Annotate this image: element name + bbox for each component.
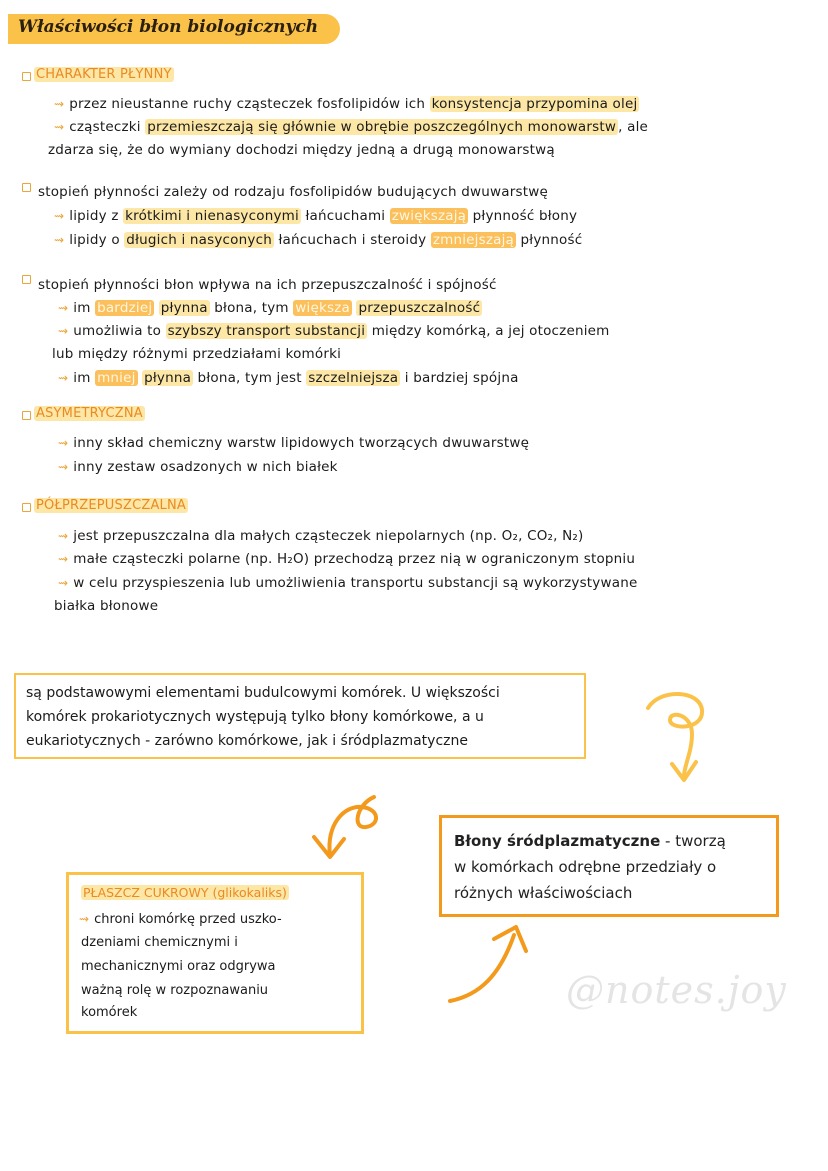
arrow-icon: ⇝: [54, 120, 65, 134]
arrow-icon: ⇝: [54, 209, 65, 223]
box2-line-1: Błony śródplazmatyczne - tworzą: [454, 832, 726, 850]
box3-line-2: dzeniami chemicznymi i: [81, 935, 238, 950]
arrow-icon: ⇝: [58, 576, 69, 590]
box3-line-4: ważną rolę w rozpoznawaniu: [81, 983, 269, 998]
arrow-icon: ⇝: [58, 529, 69, 543]
stopien1-line-2: ⇝ lipidy o długich i nasyconych łańcuchach i steroidy zmniejszają płynność: [54, 232, 583, 248]
arrow-icon: ⇝: [58, 460, 69, 474]
asym-line-1: ⇝ inny skład chemiczny warstw lipidowych tworzących dwuwarstwę: [58, 435, 530, 451]
polprz-line-4: białka błonowe: [54, 598, 159, 614]
box3-line-1: ⇝ chroni komórkę przed uszko-: [79, 912, 282, 927]
box3-heading: PŁASZCZ CUKROWY (glikokaliks): [83, 885, 287, 900]
box1-line-1: są podstawowymi elementami budulcowymi komórek. U większości: [26, 685, 500, 701]
loop-arrow-icon: [300, 785, 400, 865]
stopien2-line-1: ⇝ im bardziej płynna błona, tym większa przepuszczalność: [58, 300, 481, 316]
plynny-line-3: zdarza się, że do wymiany dochodzi między jedną a drugą monowarstwą: [48, 142, 555, 158]
arrow-icon: ⇝: [54, 233, 65, 247]
stopien2-line-4: ⇝ im mniej płynna błona, tym jest szczelniejsza i bardziej spójna: [58, 370, 519, 386]
bullet-icon: [22, 503, 31, 512]
info-box-glycocalyx: [66, 872, 364, 1034]
box1-line-2: komórek prokariotycznych występują tylko błony komórkowe, a u: [26, 709, 484, 725]
section-heading-plynny: CHARAKTER PŁYNNY: [36, 67, 172, 82]
stopien1-heading: stopień płynności zależy od rodzaju fosfolipidów budujących dwuwarstwę: [38, 184, 548, 200]
polprz-line-1: ⇝ jest przepuszczalna dla małych cząsteczek niepolarnych (np. O₂, CO₂, N₂): [58, 528, 584, 544]
bullet-icon: [22, 183, 31, 192]
bullet-icon: [22, 72, 31, 81]
stopien1-line-1: ⇝ lipidy z krótkimi i nienasyconymi łańcuchami zwiększają płynność błony: [54, 208, 578, 224]
stopien2-heading: stopień płynności błon wpływa na ich przepuszczalność i spójność: [38, 277, 497, 293]
curved-arrow-icon: [440, 915, 540, 1015]
box3-line-3: mechanicznymi oraz odgrywa: [81, 959, 276, 974]
polprz-line-3: ⇝ w celu przyspieszenia lub umożliwienia transportu substancji są wykorzystywane: [58, 575, 638, 591]
asym-line-2: ⇝ inny zestaw osadzonych w nich białek: [58, 459, 338, 475]
bullet-icon: [22, 275, 31, 284]
section-heading-asym: ASYMETRYCZNA: [36, 406, 143, 421]
plynny-line-2: ⇝ cząsteczki przemieszczają się głównie w obrębie poszczególnych monowarstw , ale: [54, 119, 649, 135]
arrow-icon: ⇝: [54, 97, 65, 111]
box1-line-3: eukariotycznych - zarówno komórkowe, jak i śródplazmatyczne: [26, 733, 468, 749]
polprz-line-2: ⇝ małe cząsteczki polarne (np. H₂O) przechodzą przez nią w ograniczonym stopniu: [58, 551, 636, 567]
info-box-endomembranes: [439, 815, 779, 917]
plynny-line-1: ⇝ przez nieustanne ruchy cząsteczek fosfolipidów ich konsystencja przypomina olej: [54, 96, 638, 112]
box2-line-3: różnych właściwościach: [454, 884, 633, 902]
watermark: @notes.joy: [566, 968, 787, 1012]
page-title: Właściwości błon biologicznych: [18, 17, 319, 37]
box2-line-2: w komórkach odrębne przedziały o: [454, 858, 717, 876]
arrow-icon: ⇝: [58, 324, 69, 338]
arrow-icon: ⇝: [58, 371, 69, 385]
stopien2-line-2: ⇝ umożliwia to szybszy transport substancji między komórką, a jej otoczeniem: [58, 323, 610, 339]
section-heading-polprz: PÓŁPRZEPUSZCZALNA: [36, 498, 187, 513]
curly-arrow-icon: [620, 680, 730, 790]
arrow-icon: ⇝: [58, 436, 69, 450]
stopien2-line-3: lub między różnymi przedziałami komórki: [52, 346, 342, 362]
arrow-icon: ⇝: [79, 912, 90, 926]
bullet-icon: [22, 411, 31, 420]
box3-line-5: komórek: [81, 1005, 138, 1020]
info-box-membranes: [14, 673, 586, 759]
arrow-icon: ⇝: [58, 552, 69, 566]
arrow-icon: ⇝: [58, 301, 69, 315]
